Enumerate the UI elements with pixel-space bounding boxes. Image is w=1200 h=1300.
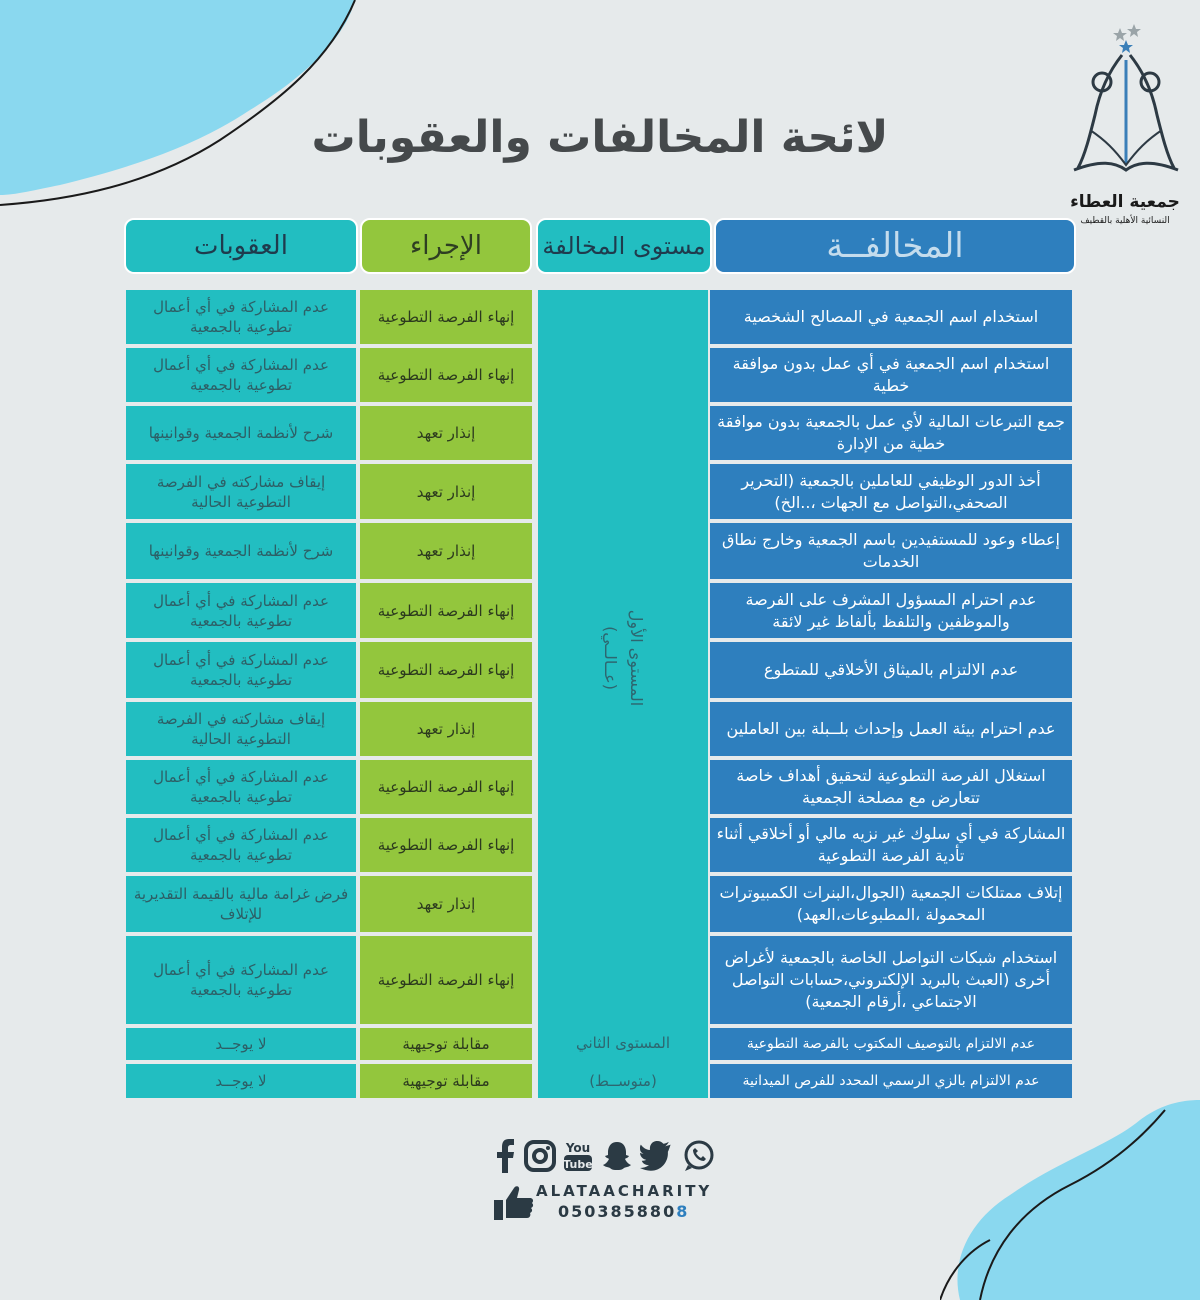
penalty-cell: إيقاف مشاركته في الفرصة التطوعية الحالية — [126, 464, 356, 519]
violation-cell: أخذ الدور الوظيفي للعاملين بالجمعية (التحرير الصحفي،التواصل مع الجهات ،..الخ) — [710, 464, 1072, 519]
whatsapp-icon[interactable] — [682, 1139, 716, 1177]
violation-cell: إعطاء وعود للمستفيدين باسم الجمعية وخارج نطاق الخدمات — [710, 523, 1072, 579]
instagram-icon[interactable] — [524, 1140, 556, 1176]
action-cell: مقابلة توجيهية — [360, 1028, 532, 1060]
level-high-cell — [538, 290, 708, 1026]
action-cell: إنهاء الفرصة التطوعية — [360, 348, 532, 402]
level-mid-label: المستوى الثاني — [575, 1034, 671, 1052]
penalty-cell: لا يوجــد — [126, 1028, 356, 1060]
snapchat-icon[interactable] — [601, 1140, 633, 1176]
phone-number — [558, 1202, 689, 1221]
header-penalty: العقوبات — [124, 218, 358, 274]
action-cell: إنذار تعهد — [360, 702, 532, 756]
level-mid-cell — [538, 1026, 708, 1098]
penalty-cell: شرح لأنظمة الجمعية وقوانينها — [126, 406, 356, 460]
penalty-cell: عدم المشاركة في أي أعمال تطوعية بالجمعية — [126, 348, 356, 402]
action-cell: مقابلة توجيهية — [360, 1064, 532, 1098]
phone-main: 050385880 — [558, 1202, 677, 1221]
facebook-icon[interactable] — [494, 1139, 516, 1177]
penalty-cell: لا يوجــد — [126, 1064, 356, 1098]
decorative-blob-bottom-right — [940, 1100, 1200, 1300]
decorative-blob-top-left — [0, 0, 370, 215]
penalty-cell: عدم المشاركة في أي أعمال تطوعية بالجمعية — [126, 936, 356, 1024]
penalty-cell: فرض غرامة مالية بالقيمة التقديرية للإتلاف — [126, 876, 356, 932]
logo-subtitle: النسائية الأهلية بالقطيف — [1080, 216, 1170, 226]
violation-cell: عدم الالتزام بالميثاق الأخلاقي للمتطوع — [710, 642, 1072, 698]
level-mid-qualifier: (متوســط) — [589, 1072, 657, 1090]
violation-cell: عدم احترام المسؤول المشرف على الفرصة والموظفين والتلفظ بألفاظ غير لائقة — [710, 583, 1072, 638]
header-action: الإجراء — [360, 218, 532, 274]
violation-cell: إتلاف ممتلكات الجمعية (الجوال،البنرات الكمبيوترات المحمولة ،المطبوعات،العهد) — [710, 876, 1072, 932]
page-title: لائحة المخالفات والعقوبات — [311, 112, 889, 163]
violation-cell: عدم الالتزام بالتوصيف المكتوب بالفرصة التطوعية — [710, 1028, 1072, 1060]
violation-cell: عدم احترام بيئة العمل وإحداث بلــبلة بين العاملين — [710, 702, 1072, 756]
action-cell: إنهاء الفرصة التطوعية — [360, 760, 532, 814]
action-cell: إنهاء الفرصة التطوعية — [360, 583, 532, 638]
youtube-icon[interactable] — [563, 1139, 593, 1177]
association-logo — [1060, 20, 1190, 226]
action-cell: إنذار تعهد — [360, 406, 532, 460]
header-level: مستوى المخالفة — [536, 218, 712, 274]
action-cell: إنذار تعهد — [360, 464, 532, 519]
penalty-cell: إيقاف مشاركته في الفرصة التطوعية الحالية — [126, 702, 356, 756]
level-high-label: المستوى الأول — [627, 609, 646, 707]
penalty-cell: عدم المشاركة في أي أعمال تطوعية بالجمعية — [126, 760, 356, 814]
violation-cell: استخدام اسم الجمعية في المصالح الشخصية — [710, 290, 1072, 344]
violation-cell: عدم الالتزام بالزي الرسمي المحدد للفرص الميدانية — [710, 1064, 1072, 1098]
penalty-cell: عدم المشاركة في أي أعمال تطوعية بالجمعية — [126, 583, 356, 638]
level-high-qualifier: (عــالــي) — [601, 626, 620, 690]
violation-cell: جمع التبرعات المالية لأي عمل بالجمعية بدون موافقة خطية من الإدارة — [710, 406, 1072, 460]
violation-cell: استخدام اسم الجمعية في أي عمل بدون موافقة خطية — [710, 348, 1072, 402]
penalty-cell: عدم المشاركة في أي أعمال تطوعية بالجمعية — [126, 818, 356, 872]
violation-cell: استغلال الفرصة التطوعية لتحقيق أهداف خاصة تتعارض مع مصلحة الجمعية — [710, 760, 1072, 814]
svg-text:Tube: Tube — [563, 1158, 593, 1171]
action-cell: إنهاء الفرصة التطوعية — [360, 936, 532, 1024]
svg-text:You: You — [566, 1141, 591, 1155]
penalty-cell: شرح لأنظمة الجمعية وقوانينها — [126, 523, 356, 579]
social-icons — [494, 1138, 716, 1178]
action-cell: إنذار تعهد — [360, 523, 532, 579]
social-handle: ALATAACHARITY — [536, 1182, 713, 1200]
logo-name: جمعية العطاء — [1070, 192, 1180, 212]
logo-emblem-icon — [1060, 20, 1190, 190]
header-violation: المخالفــة — [714, 218, 1076, 274]
action-cell: إنهاء الفرصة التطوعية — [360, 642, 532, 698]
action-cell: إنهاء الفرصة التطوعية — [360, 290, 532, 344]
like-icon — [494, 1182, 534, 1222]
penalty-cell: عدم المشاركة في أي أعمال تطوعية بالجمعية — [126, 642, 356, 698]
violation-cell: استخدام شبكات التواصل الخاصة بالجمعية لأغراض أخرى (العبث بالبريد الإلكتروني،حسابات التواصل الاجتماعي ،أرقام الجمعية) — [710, 936, 1072, 1024]
phone-last-digit: 8 — [676, 1202, 690, 1221]
twitter-icon[interactable] — [640, 1141, 674, 1175]
penalty-cell: عدم المشاركة في أي أعمال تطوعية بالجمعية — [126, 290, 356, 344]
action-cell: إنذار تعهد — [360, 876, 532, 932]
violation-cell: المشاركة في أي سلوك غير نزيه مالي أو أخلاقي أثناء تأدية الفرصة التطوعية — [710, 818, 1072, 872]
action-cell: إنهاء الفرصة التطوعية — [360, 818, 532, 872]
